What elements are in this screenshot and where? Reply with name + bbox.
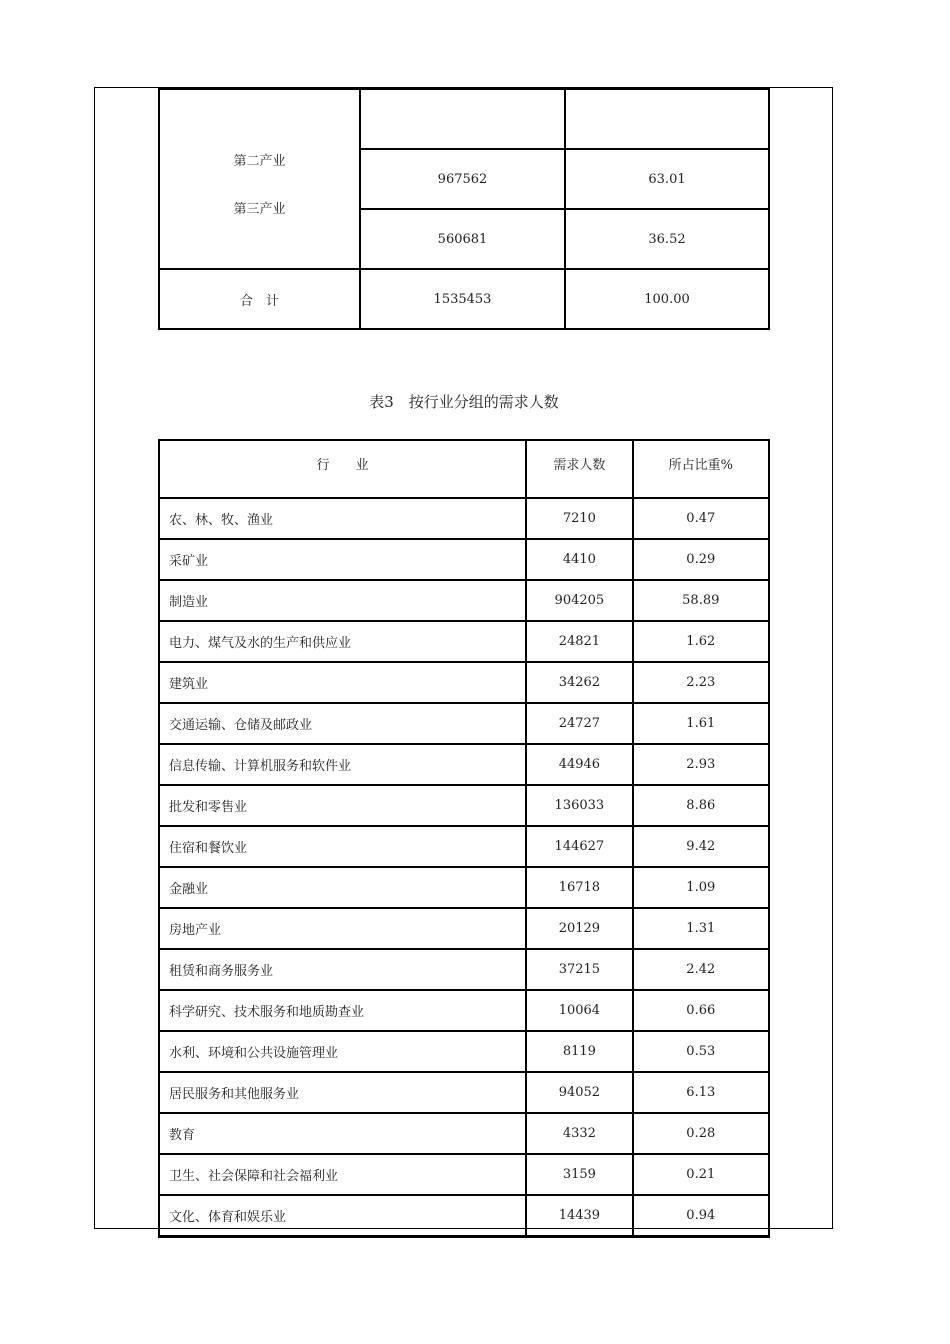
count-cell: 37215 [526, 949, 632, 990]
count-cell: 94052 [526, 1072, 632, 1113]
table-header-row [159, 440, 769, 498]
pct-cell: 0.53 [633, 1031, 769, 1072]
sector-labels-cell [159, 89, 360, 269]
industry-cell: 采矿业 [159, 539, 526, 580]
pct-cell: 2.42 [633, 949, 769, 990]
header-pct: 所占比重% [633, 440, 769, 498]
table-row [159, 539, 769, 580]
pct-cell: 6.13 [633, 1072, 769, 1113]
table-row [159, 990, 769, 1031]
pct-cell: 58.89 [633, 580, 769, 621]
industry-cell: 建筑业 [159, 662, 526, 703]
table-row [159, 908, 769, 949]
count-cell: 16718 [526, 867, 632, 908]
industry-cell: 卫生、社会保障和社会福利业 [159, 1154, 526, 1195]
pct-cell: 0.47 [633, 498, 769, 539]
pct-cell: 0.21 [633, 1154, 769, 1195]
industry-cell: 文化、体育和娱乐业 [159, 1195, 526, 1237]
industry-cell: 电力、煤气及水的生产和供应业 [159, 621, 526, 662]
industry-sector-table [158, 88, 770, 330]
sector-label: 第三产业 [233, 202, 286, 217]
total-count: 1535453 [360, 269, 565, 329]
industry-cell: 金融业 [159, 867, 526, 908]
pct-cell: 36.52 [565, 209, 769, 269]
table-caption: 表3 按行业分组的需求人数 [369, 393, 559, 411]
industry-cell: 信息传输、计算机服务和软件业 [159, 744, 526, 785]
table-row [159, 1154, 769, 1195]
table-row [159, 1031, 769, 1072]
pct-cell: 9.42 [633, 826, 769, 867]
count-cell: 904205 [526, 580, 632, 621]
industry-cell: 居民服务和其他服务业 [159, 1072, 526, 1113]
table-row [159, 662, 769, 703]
pct-cell: 1.61 [633, 703, 769, 744]
count-cell: 24727 [526, 703, 632, 744]
sector-label: 第二产业 [233, 154, 286, 169]
industry-demand-table [158, 439, 770, 1238]
count-cell: 7210 [526, 498, 632, 539]
count-cell: 44946 [526, 744, 632, 785]
table-row [159, 785, 769, 826]
pct-cell: 1.09 [633, 867, 769, 908]
count-cell: 14439 [526, 1195, 632, 1237]
industry-cell: 科学研究、技术服务和地质勘查业 [159, 990, 526, 1031]
table-row [159, 1072, 769, 1113]
count-cell: 144627 [526, 826, 632, 867]
count-cell: 3159 [526, 1154, 632, 1195]
pct-cell: 0.66 [633, 990, 769, 1031]
table-row [159, 867, 769, 908]
total-row [159, 269, 769, 329]
total-pct: 100.00 [565, 269, 769, 329]
industry-cell: 教育 [159, 1113, 526, 1154]
table-row [159, 580, 769, 621]
industry-cell: 交通运输、仓储及邮政业 [159, 703, 526, 744]
count-cell: 4332 [526, 1113, 632, 1154]
count-cell: 24821 [526, 621, 632, 662]
header-count: 需求人数 [526, 440, 632, 498]
count-cell: 136033 [526, 785, 632, 826]
industry-cell: 房地产业 [159, 908, 526, 949]
industry-cell: 水利、环境和公共设施管理业 [159, 1031, 526, 1072]
industry-cell: 租赁和商务服务业 [159, 949, 526, 990]
count-cell: 34262 [526, 662, 632, 703]
pct-cell: 0.94 [633, 1195, 769, 1237]
count-cell: 560681 [360, 209, 565, 269]
pct-cell: 63.01 [565, 149, 769, 209]
industry-cell: 农、林、牧、渔业 [159, 498, 526, 539]
empty-cell [360, 89, 565, 149]
count-cell: 10064 [526, 990, 632, 1031]
table-row [159, 1113, 769, 1154]
count-cell: 967562 [360, 149, 565, 209]
industry-cell: 批发和零售业 [159, 785, 526, 826]
pct-cell: 1.31 [633, 908, 769, 949]
count-cell: 8119 [526, 1031, 632, 1072]
industry-cell: 住宿和餐饮业 [159, 826, 526, 867]
pct-cell: 2.93 [633, 744, 769, 785]
total-label: 合 计 [159, 269, 360, 329]
table-row [159, 949, 769, 990]
industry-cell: 制造业 [159, 580, 526, 621]
table-row [159, 1195, 769, 1237]
pct-cell: 8.86 [633, 785, 769, 826]
header-industry: 行 业 [159, 440, 526, 498]
table-row [159, 703, 769, 744]
pct-cell: 1.62 [633, 621, 769, 662]
table-row [159, 826, 769, 867]
count-cell: 20129 [526, 908, 632, 949]
empty-cell [565, 89, 769, 149]
table-row [159, 621, 769, 662]
table-row [159, 744, 769, 785]
table-row [159, 498, 769, 539]
pct-cell: 0.28 [633, 1113, 769, 1154]
pct-cell: 2.23 [633, 662, 769, 703]
count-cell: 4410 [526, 539, 632, 580]
pct-cell: 0.29 [633, 539, 769, 580]
